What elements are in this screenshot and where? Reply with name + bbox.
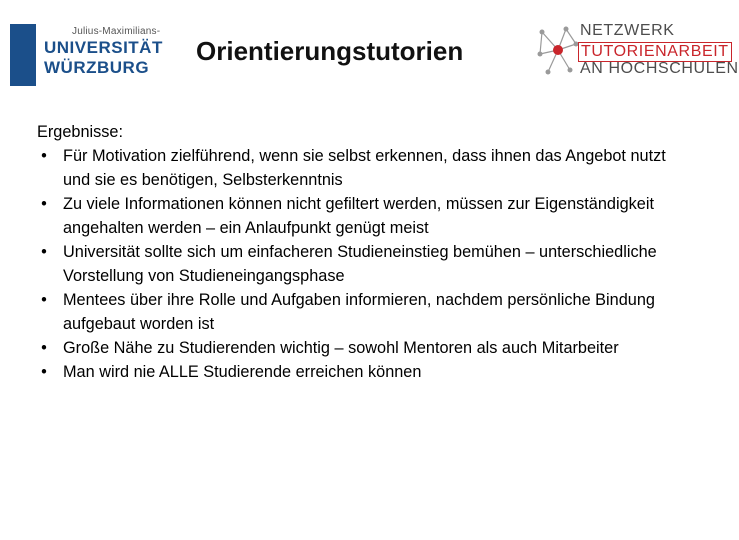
network-graph-icon xyxy=(536,26,580,76)
list-item xyxy=(37,144,697,192)
list-item-text: Für Motivation zielführend, wenn sie selbst erkennen, dass ihnen das Angebot nutzt und sie es benötigen, Selbsterkenntnis xyxy=(63,147,666,189)
network-logo xyxy=(536,20,739,84)
list-item-text: Universität sollte sich um einfacheren Studieneinstieg bemühen – unterschiedliche Vorstellung von Studieneingangsphase xyxy=(63,243,657,285)
content-heading: Ergebnisse: xyxy=(37,123,123,141)
list-item xyxy=(37,360,697,384)
list-item-text: Große Nähe zu Studierenden wichtig – sowohl Mentoren als auch Mitarbeiter xyxy=(63,339,619,357)
university-logo-line1: UNIVERSITÄT xyxy=(44,38,163,57)
results-list xyxy=(37,144,697,384)
university-logo-line2: WÜRZBURG xyxy=(44,58,150,77)
bullet-icon: • xyxy=(41,339,47,357)
list-item xyxy=(37,192,697,240)
slide-content xyxy=(37,120,697,384)
list-item xyxy=(37,336,697,360)
list-item-text: Mentees über ihre Rolle und Aufgaben informieren, nachdem persönliche Bindung aufgebaut worden ist xyxy=(63,291,655,333)
network-logo-line1: NETZWERK xyxy=(580,22,675,39)
slide-title: Orientierungstutorien xyxy=(196,36,464,66)
university-logo xyxy=(10,24,163,86)
bullet-icon: • xyxy=(41,363,47,381)
bullet-icon: • xyxy=(41,243,47,261)
network-logo-line3: AN HOCHSCHULEN xyxy=(580,60,739,77)
list-item xyxy=(37,240,697,288)
university-logo-small-text: Julius-Maximilians- xyxy=(72,26,161,37)
bullet-icon: • xyxy=(41,147,47,165)
university-logo-bar xyxy=(10,24,36,86)
bullet-icon: • xyxy=(41,195,47,213)
list-item-text: Man wird nie ALLE Studierende erreichen können xyxy=(63,363,422,381)
bullet-icon: • xyxy=(41,291,47,309)
network-logo-line2: TUTORIENARBEIT xyxy=(578,42,732,62)
list-item-text: Zu viele Informationen können nicht gefiltert werden, müssen zur Eigenständigkeit angehalten werden – ein Anlaufpunkt genügt meist xyxy=(63,195,654,237)
list-item xyxy=(37,288,697,336)
